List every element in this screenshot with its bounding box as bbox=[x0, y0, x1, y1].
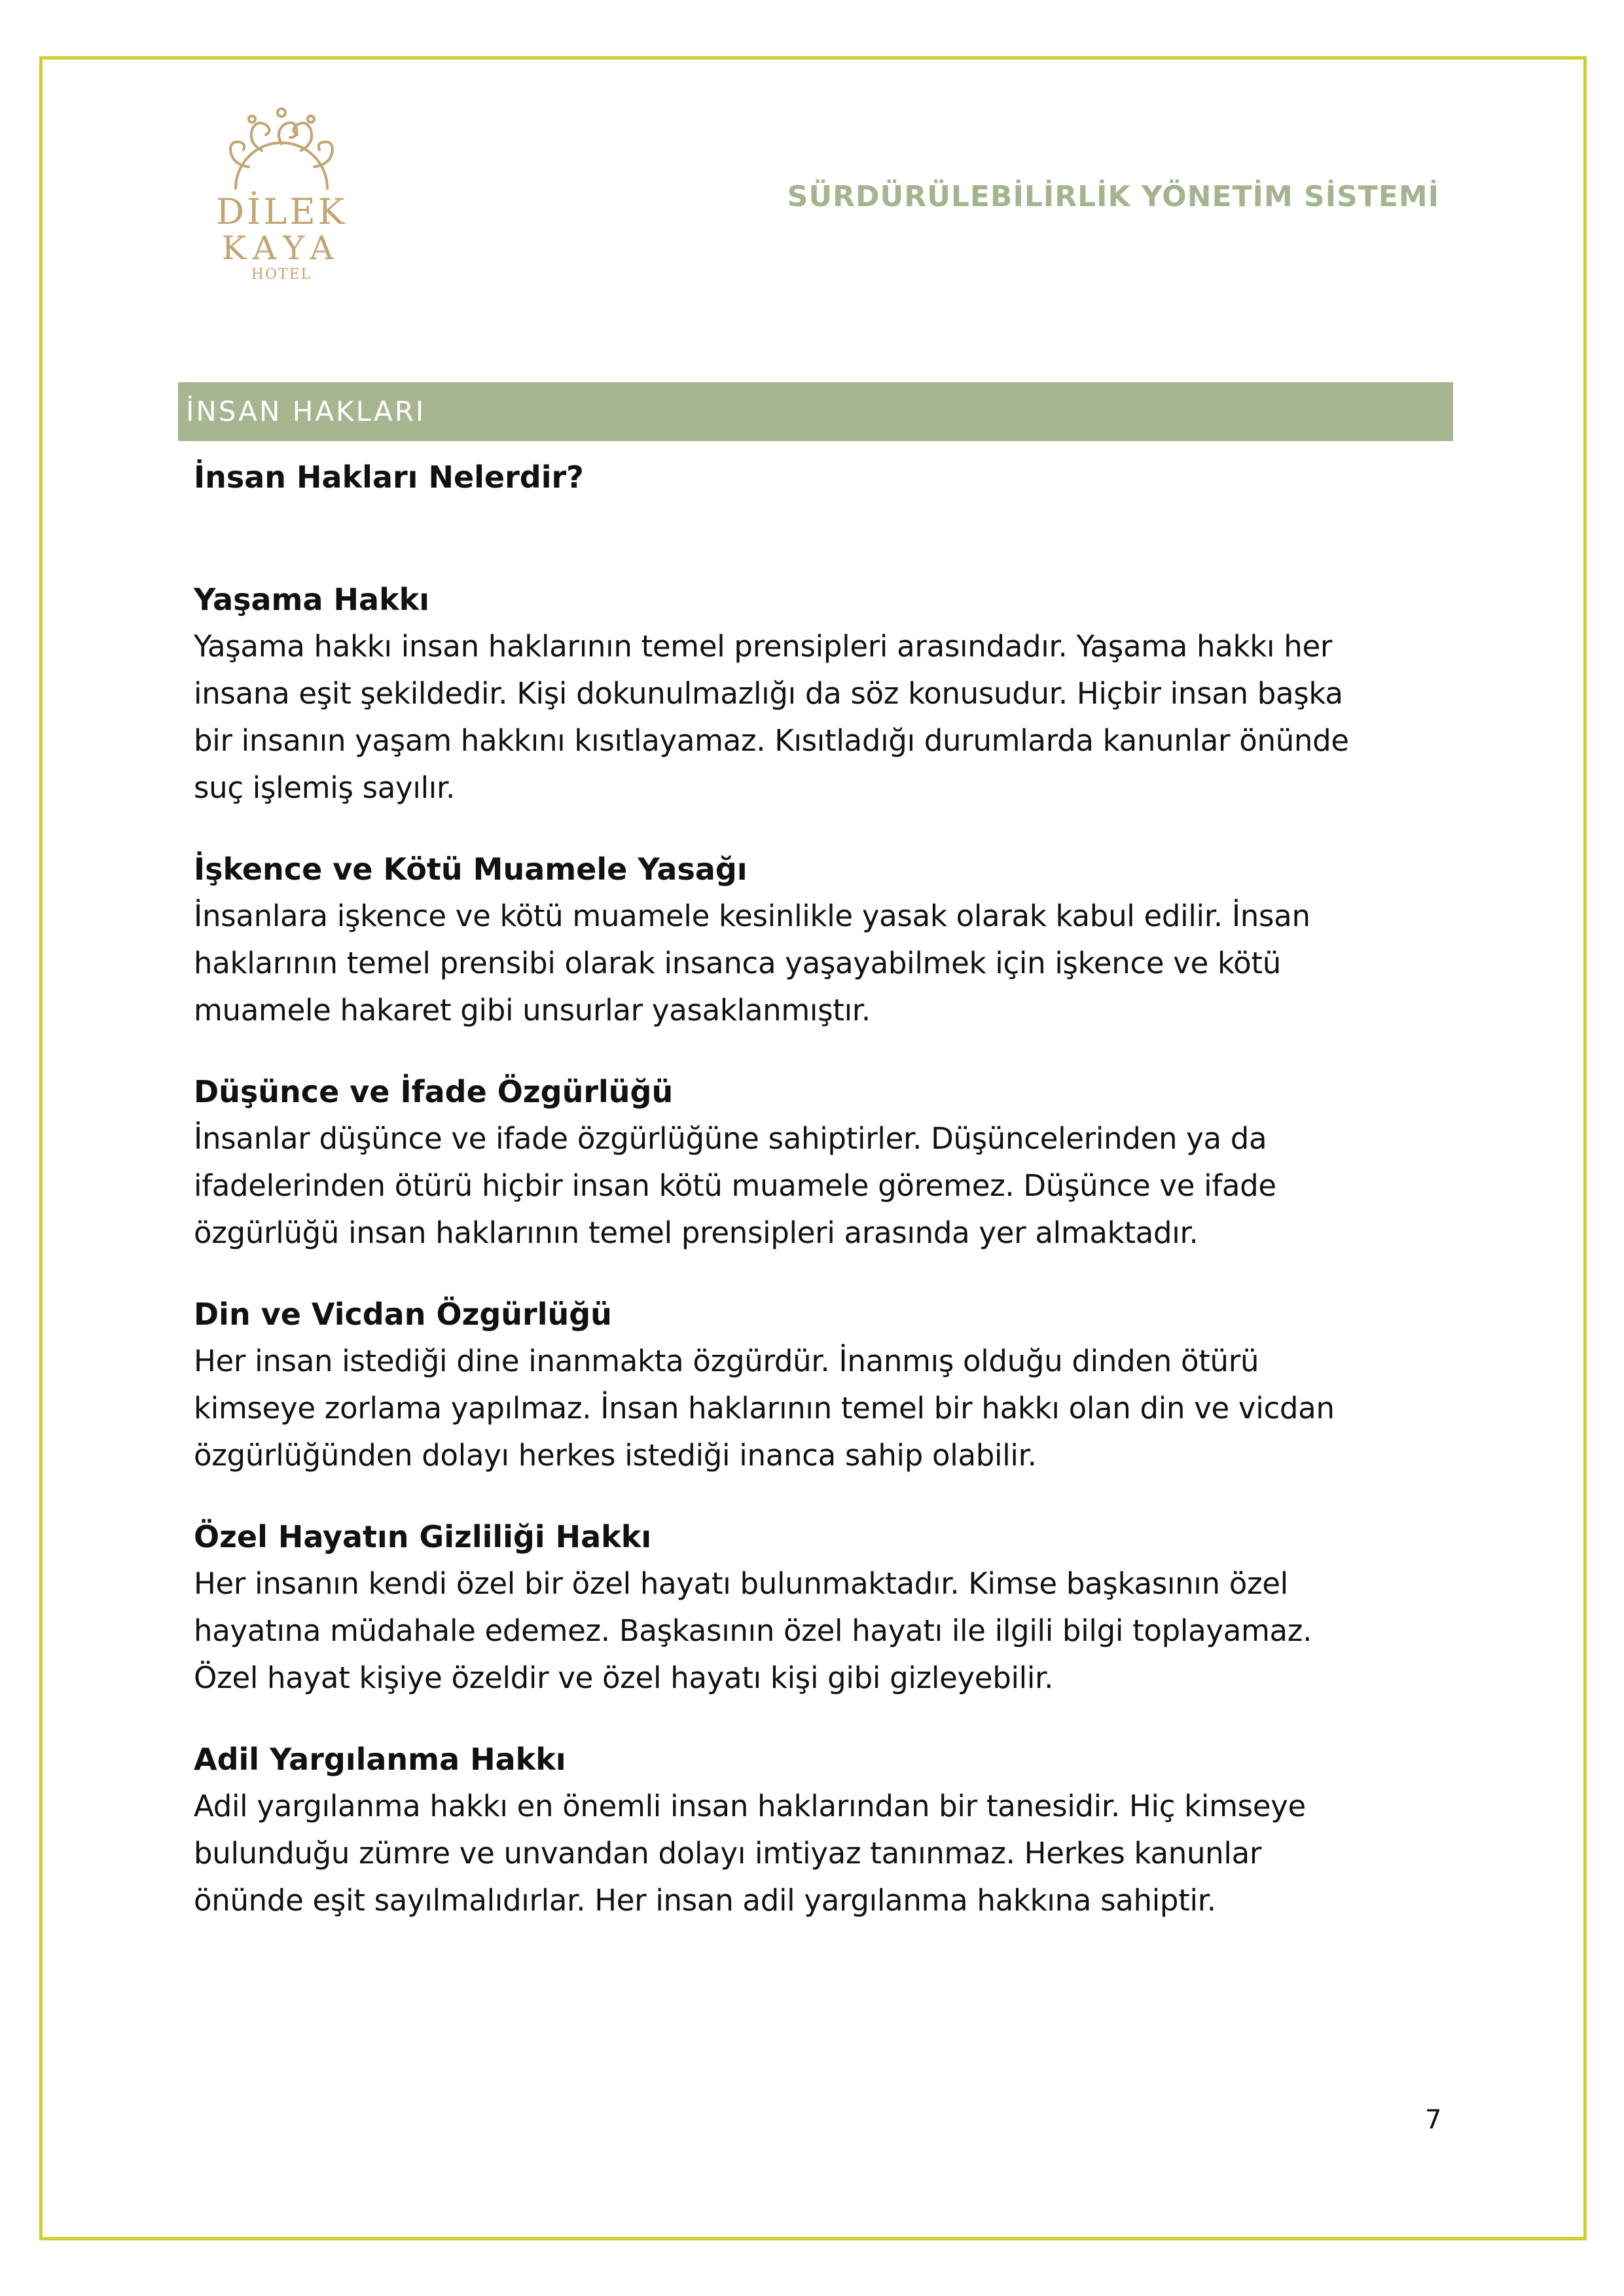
hotel-logo bbox=[196, 105, 367, 281]
section-heading: Din ve Vicdan Özgürlüğü bbox=[194, 1297, 612, 1332]
paragraph-line: Yaşama hakkı insan haklarının temel prensipleri arasındadır. Yaşama hakkı her bbox=[194, 629, 1333, 664]
paragraph-line: İnsanlar düşünce ve ifade özgürlüğüne sahiptirler. Düşüncelerinden ya da bbox=[194, 1121, 1267, 1156]
question-heading: İnsan Hakları Nelerdir? bbox=[194, 459, 584, 495]
document-header-title: SÜRDÜRÜLEBİLİRLİK YÖNETİM SİSTEMİ bbox=[787, 180, 1439, 213]
paragraph-line: insana eşit şekildedir. Kişi dokunulmazlığı da söz konusudur. Hiçbir insan başka bbox=[194, 676, 1343, 711]
paragraph-line: İnsanlara işkence ve kötü muamele kesinlikle yasak olarak kabul edilir. İnsan bbox=[194, 899, 1310, 933]
section-heading: Yaşama Hakkı bbox=[194, 582, 430, 617]
paragraph-line: önünde eşit sayılmalıdırlar. Her insan adil yargılanma hakkına sahiptir. bbox=[194, 1883, 1216, 1918]
paragraph-line: Adil yargılanma hakkı en önemli insan haklarından bir tanesidir. Hiç kimseye bbox=[194, 1789, 1306, 1823]
paragraph-line: ifadelerinden ötürü hiçbir insan kötü muamele göremez. Düşünce ve ifade bbox=[194, 1168, 1276, 1203]
paragraph-line: Her insan istediği dine inanmakta özgürdür. İnanmış olduğu dinden ötürü bbox=[194, 1344, 1259, 1378]
section-header-bar bbox=[178, 382, 1453, 441]
section-heading: Adil Yargılanma Hakkı bbox=[194, 1742, 566, 1777]
section-adil-yargilanma bbox=[194, 1736, 1451, 1924]
paragraph-line: özgürlüğü insan haklarının temel prensipleri arasında yer almaktadır. bbox=[194, 1215, 1199, 1250]
section-yasama-hakki bbox=[194, 576, 1451, 812]
logo-text-dilek: DİLEK bbox=[215, 191, 348, 232]
paragraph-line: Her insanın kendi özel bir özel hayatı bulunmaktadır. Kimse başkasının özel bbox=[194, 1566, 1288, 1601]
sun-swirl-emblem-icon bbox=[223, 105, 340, 190]
logo-text-kaya: KAYA bbox=[221, 229, 342, 267]
section-din-vicdan bbox=[194, 1291, 1451, 1479]
paragraph-line: muamele hakaret gibi unsurlar yasaklanmıştır. bbox=[194, 993, 871, 1028]
section-heading: Özel Hayatın Gizliliği Hakkı bbox=[194, 1519, 652, 1554]
paragraph-line: bulunduğu zümre ve unvandan dolayı imtiyaz tanınmaz. Herkes kanunlar bbox=[194, 1836, 1262, 1871]
paragraph-line: bir insanın yaşam hakkını kısıtlayamaz. Kısıtladığı durumlarda kanunlar önünde bbox=[194, 723, 1349, 758]
content-body bbox=[194, 576, 1451, 1958]
section-title: İNSAN HAKLARI bbox=[186, 395, 426, 427]
paragraph-line: haklarının temel prensibi olarak insanca yaşayabilmek için işkence ve kötü bbox=[194, 946, 1281, 980]
section-heading: Düşünce ve İfade Özgürlüğü bbox=[194, 1074, 674, 1109]
paragraph-line: hayatına müdahale edemez. Başkasının özel hayatı ile ilgili bilgi toplayamaz. bbox=[194, 1613, 1312, 1648]
paragraph-line: kimseye zorlama yapılmaz. İnsan haklarının temel bir hakkı olan din ve vicdan bbox=[194, 1391, 1335, 1426]
paragraph-line: suç işlemiş sayılır. bbox=[194, 770, 456, 805]
section-ozel-hayat bbox=[194, 1513, 1451, 1702]
paragraph-line: Özel hayat kişiye özeldir ve özel hayatı kişi gibi gizleyebilir. bbox=[194, 1660, 1054, 1695]
paragraph-line: özgürlüğünden dolayı herkes istediği inanca sahip olabilir. bbox=[194, 1438, 1037, 1473]
section-heading: İşkence ve Kötü Muamele Yasağı bbox=[194, 852, 748, 887]
logo-text-hotel: HOTEL bbox=[251, 266, 312, 283]
section-iskence-yasagi bbox=[194, 846, 1451, 1034]
section-dusunce-ifade bbox=[194, 1068, 1451, 1257]
page-number: 7 bbox=[1425, 2105, 1442, 2135]
